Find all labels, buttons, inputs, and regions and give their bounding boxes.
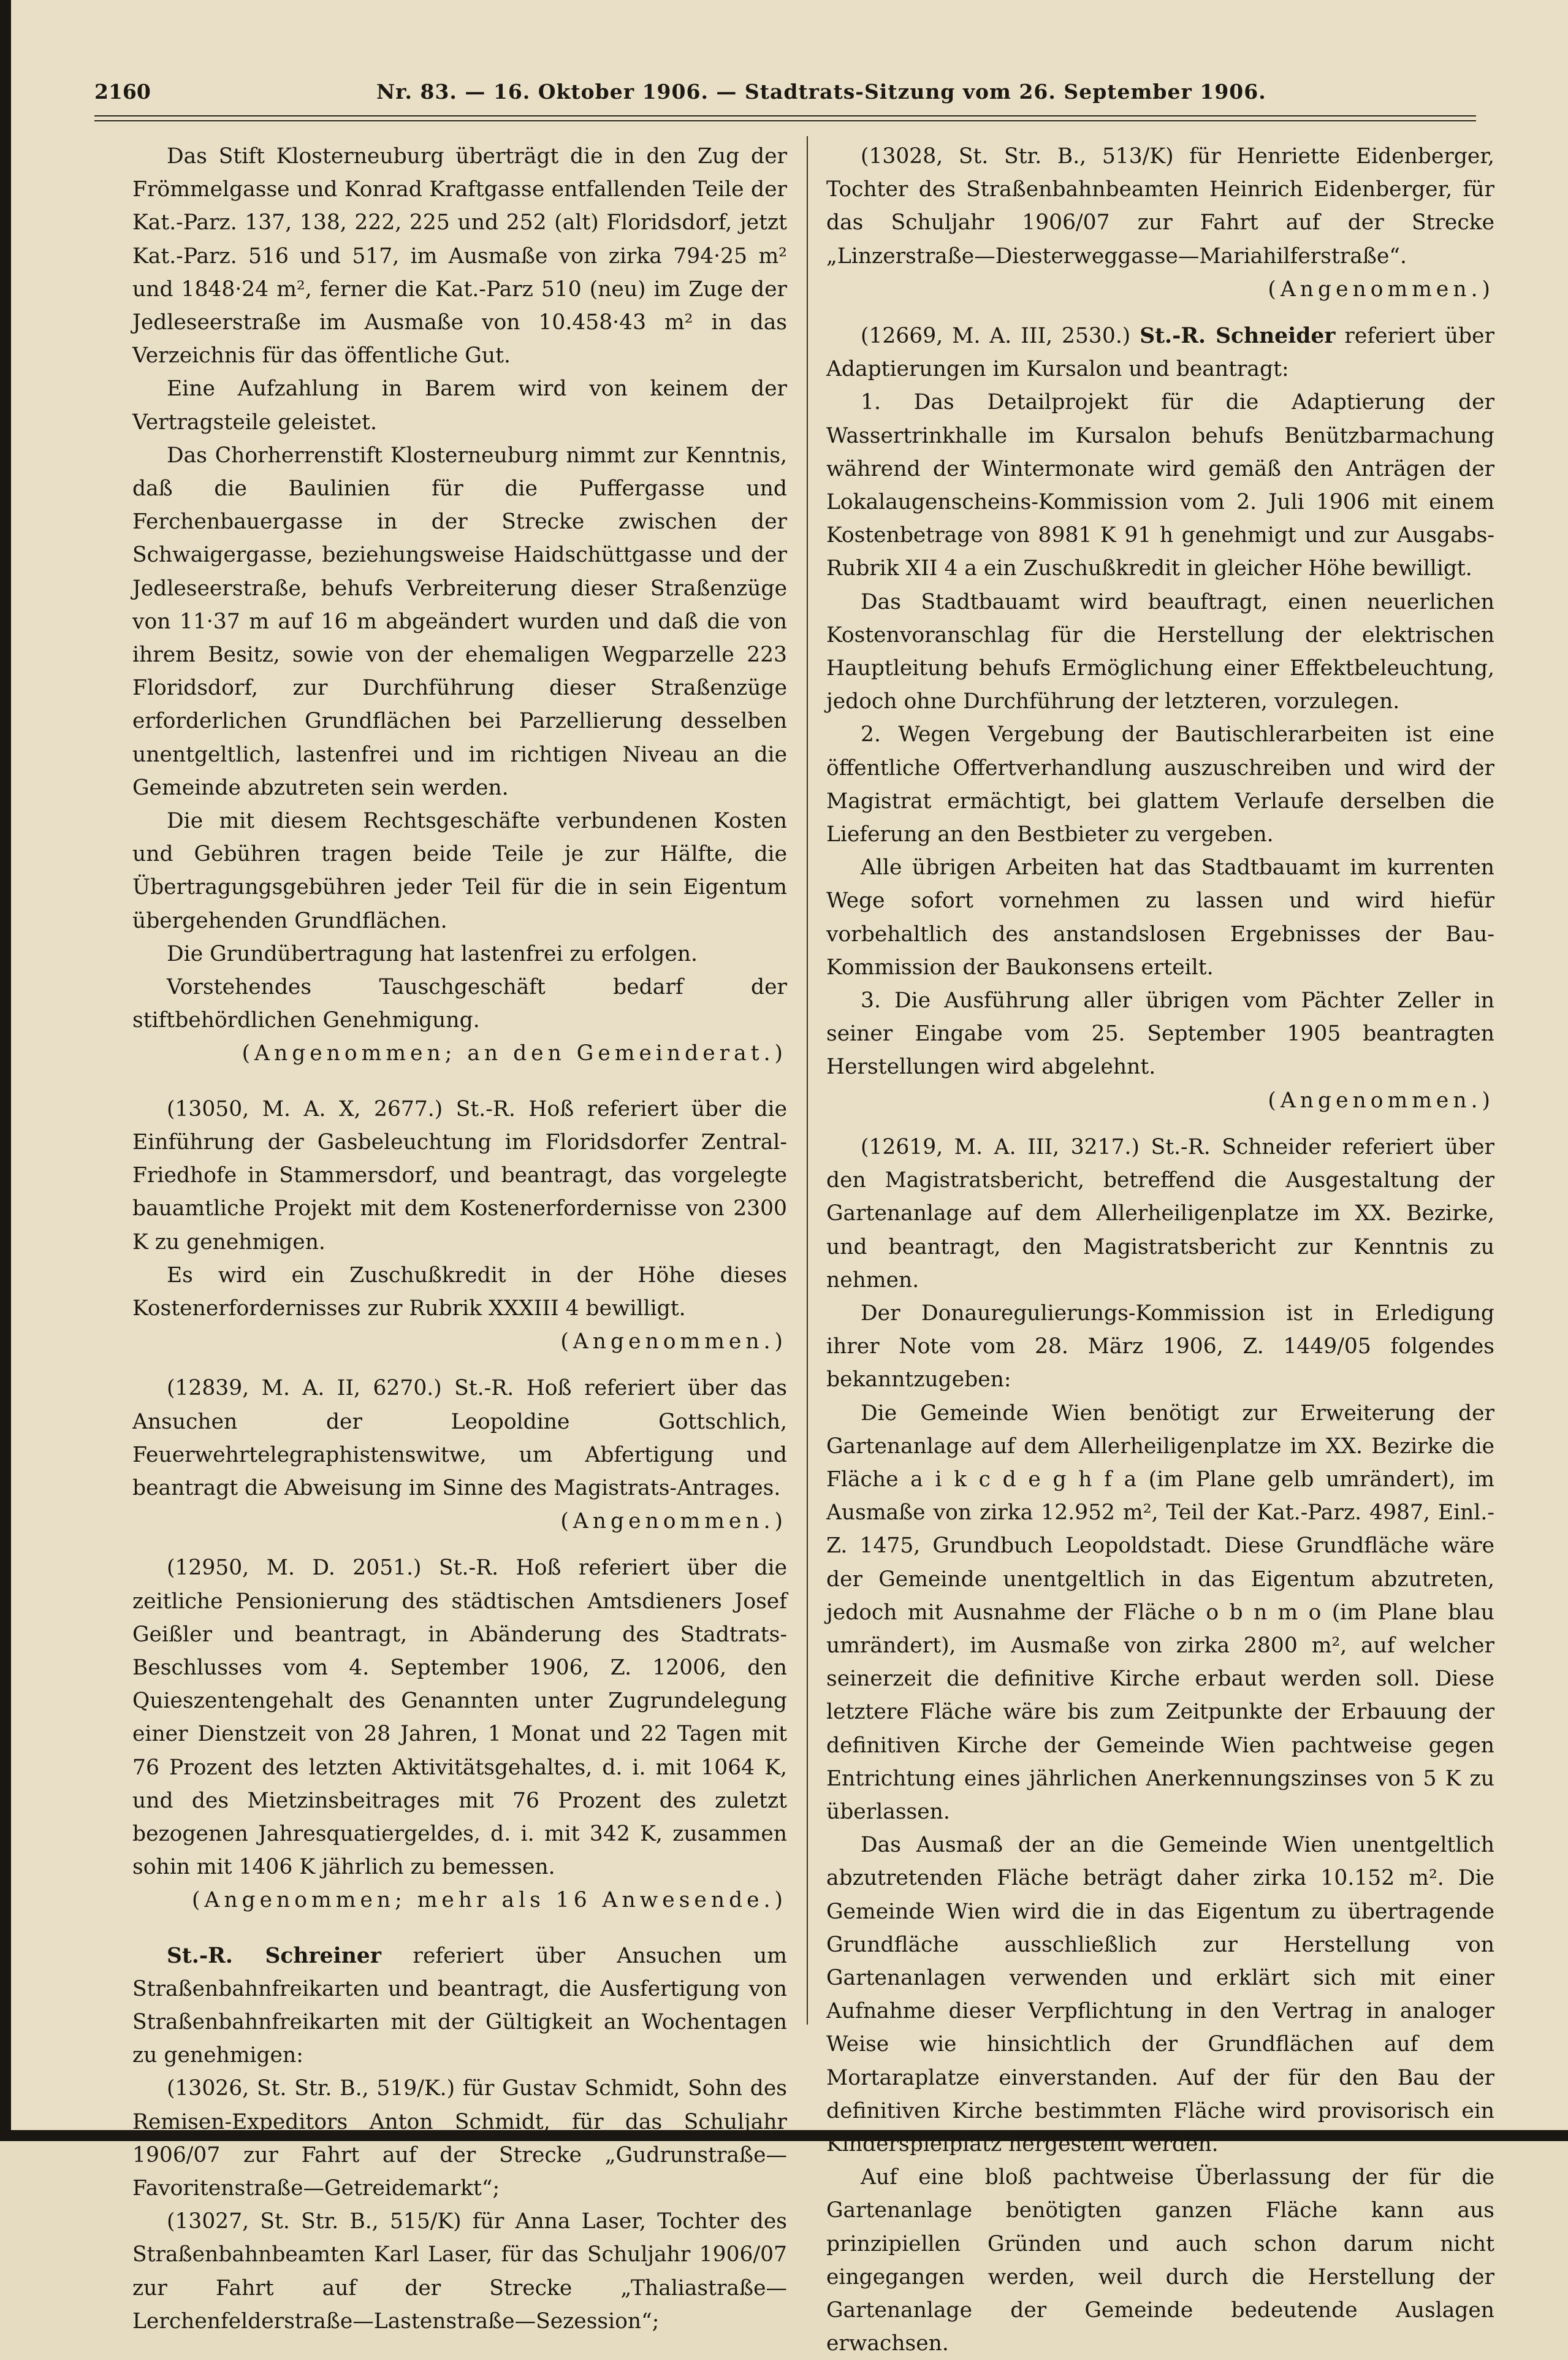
page-number: 2160 [94,80,151,104]
paragraph: Die Grundübertragung hat lastenfrei zu erfolgen. [167,941,698,966]
verdict: (Angenommen.) [560,1509,787,1534]
verdict: (Angenommen.) [1268,1088,1494,1113]
paragraph: Die mit diesem Rechtsgeschäfte verbundenen Kosten und Gebühren tragen beide Teile je zur Hälfte, die Übertragungsgebühren jeder Teil für die in sein Eigentum übergehenden Grundflächen. [132,809,787,933]
paragraph [132,1939,787,2072]
paragraph: (12619, M. A. III, 3217.) St.-R. Schneider referiert über den Magistratsbericht, betreffend die Ausgestaltung der Gartenanlage auf dem Allerheiligenplatze im XX. Bezirke, und beantragt, den Magistratsbericht zur Kenntnis zu nehmen. [826,1134,1494,1293]
left-column [132,140,787,2338]
paragraph: Das Ausmaß der an die Gemeinde Wien unentgeltlich abzutretenden Fläche beträgt daher zirka 10.152 m². Die Gemeinde Wien wird die in das Eigentum zu übertragende Grundfläche ausschließlich zur Herstellung von Gartenanlagen verwenden und erklärt sich mit einer Aufnahme dieser Verpflichtung in den Vertrag in analoger Weise wie hinsichtlich der Grundflächen auf dem Mortaraplatze einverstanden. Auf der für den Bau der definitiven Kirche bestimmten Fläche wird provisorisch ein Kinderspielplatz hergestellt werden. [826,1833,1494,2156]
paragraph: (12839, M. A. II, 6270.) St.-R. Hoß referiert über das Ansuchen der Leopoldine Gottschlich, Feuerwehrtelegraphistenswitwe, um Abfertigung und beantragt die Abweisung im Sinne des Magistrats-Antrages. [132,1376,787,1500]
header-rule [94,115,1476,121]
running-title: Nr. 83. — 16. Oktober 1906. — Stadtrats-Sitzung vom 26. September 1906. [376,80,1266,104]
paragraph: Die Gemeinde Wien benötigt zur Erweiterung der Gartenanlage auf dem Allerheiligenplatze im XX. Bezirke die Fläche a i k c d e g h f a (im Plane gelb umrändert), im Ausmaße von zirka 12.952 m², Teil der Kat.-Parz. 4987, Einl.-Z. 1475, Grundbuch Leopoldstadt. Diese Grundfläche wäre der Gemeinde unentgeltlich in das Eigentum abzutreten, jedoch mit Ausnahme der Fläche o b n m o (im Plane blau umrändert), im Ausmaße von zirka 2800 m², auf welcher seinerzeit die definitive Kirche erbaut werden soll. Diese letztere Fläche wäre bis zum Zeitpunkte der Erbauung der definitiven Kirche der Gemeinde Wien pachtweise gegen Entrichtung eines jährlichen Anerkennungszinses von 5 K zu überlassen. [826,1400,1494,1824]
verdict: (Angenommen.) [1268,277,1494,302]
paragraph: Auf eine bloß pachtweise Überlassung der für die Gartenanlage benötigten ganzen Fläche kann aus prinzipiellen Gründen und auch schon darum nicht eingegangen werden, weil durch die Herstellung der Gartenanlage der Gemeinde bedeutende Auslagen erwachsen. [826,2165,1494,2356]
reference: (12669, M. A. III, 2530.) [861,324,1140,349]
paragraph: 2. Wegen Vergebung der Bautischlerarbeiten ist eine öffentliche Offertverhandlung auszuschreiben und wird der Magistrat ermächtigt, bei glattem Verlaufe derselben die Lieferung an den Bestbieter zu vergeben. [826,722,1494,847]
page-header [83,77,1493,108]
paragraph: Das Stadtbauamt wird beauftragt, einen neuerlichen Kostenvoranschlag für die Herstellung der elektrischen Hauptleitung behufs Ermöglichung einer Effektbeleuchtung, jedoch ohne Durchführung der letzteren, vorzulegen. [826,589,1494,714]
verdict: (Angenommen.) [560,1329,787,1354]
speaker-name: St.-R. Schreiner [167,1943,381,1968]
paragraph: Alle übrigen Arbeiten hat das Stadtbauamt im kurrenten Wege sofort vornehmen zu lassen und wird hiefür vorbehaltlich des anstandslosen Ergebnisses der Bau-Kommission der Baukonsens erteilt. [826,855,1494,980]
speaker-name: St.-R. Schneider [1140,324,1336,349]
right-column [826,140,1494,2360]
paragraph: (13028, St. Str. B., 513/K) für Henriette Eidenberger, Tochter des Straßenbahnbeamten Heinrich Eidenberger, für das Schuljahr 1906/07 zur Fahrt auf der Strecke „Linzerstraße—Diesterweggasse—Mariahilferstraße“. [826,144,1494,269]
paragraph: Vorstehendes Tauschgeschäft bedarf der stiftbehördlichen Genehmigung. [132,975,787,1033]
paragraph: (13026, St. Str. B., 519/K.) für Gustav Schmidt, Sohn des Remisen-Expeditors Anton Schmidt, für das Schuljahr 1906/07 zur Fahrt auf der Strecke „Gudrunstraße—Favoritenstraße—Getreidemarkt“; [132,2076,787,2201]
paragraph: Das Chorherrenstift Klosterneuburg nimmt zur Kenntnis, daß die Baulinien für die Puffergasse und Ferchenbauergasse in der Strecke zwischen der Schwaigergasse, beziehungsweise Haidschüttgasse und der Jedleseerstraße, behufs Verbreiterung dieser Straßenzüge von 11·37 m auf 16 m abgeändert wurden und daß die von ihrem Besitz, sowie von der ehemaligen Wegparzelle 223 Floridsdorf, zur Durchführung dieser Straßenzüge erforderlichen Grundflächen bei Parzellierung desselben unentgeltlich, lastenfrei und im richtigen Niveau an die Gemeinde abzutreten sein werden. [132,443,787,800]
paragraph: Eine Aufzahlung in Barem wird von keinem der Vertragsteile geleistet. [132,376,787,435]
paragraph: 3. Die Ausführung aller übrigen vom Pächter Zeller in seiner Eingabe vom 25. September 1905 beantragten Herstellungen wird abgelehnt. [826,988,1494,1080]
column-divider [807,136,808,2025]
paragraph: (13027, St. Str. B., 515/K) für Anna Laser, Tochter des Straßenbahnbeamten Karl Laser, für das Schuljahr 1906/07 zur Fahrt auf der Strecke „Thaliastraße—Lerchenfelderstraße—Lastenstraße—Sezession“; [132,2209,787,2334]
paragraph: (13050, M. A. X, 2677.) St.-R. Hoß referiert über die Einführung der Gasbeleuchtung im Floridsdorfer Zentral-Friedhofe in Stammersdorf, und beantragt, das vorgelegte bauamtliche Projekt mit dem Kostenerfordernisse von 2300 K zu genehmigen. [132,1096,787,1254]
paragraph: Das Stift Klosterneuburg überträgt die in den Zug der Frömmelgasse und Konrad Kraftgasse entfallenden Teile der Kat.-Parz. 137, 138, 222, 225 und 252 (alt) Floridsdorf, jetzt Kat.-Parz. 516 und 517, im Ausmaße von zirka 794·25 m² und 1848·24 m², ferner die Kat.-Parz 510 (neu) im Zuge der Jedleseerstraße im Ausmaße von 10.458·43 m² in das Verzeichnis für das öffentliche Gut. [132,144,787,369]
paragraph-text: referiert über Ansuchen um Straßenbahnfreikarten und beantragt, die Ausfertigung von Straßenbahnfreikarten mit der Gültigkeit an Wochentagen zu genehmigen: [132,1943,787,2068]
paragraph: 1. Das Detailprojekt für die Adaptierung der Wassertrinkhalle im Kursalon behufs Benützbarmachung während der Wintermonate wird gemäß den Anträgen der Lokalaugenscheins-Kommission vom 2. Juli 1906 mit einem Kostenbetrage von 8981 K 91 h genehmigt und zur Ausgabs-Rubrik XII 4 a ein Zuschußkredit in gleicher Höhe bewilligt. [826,390,1494,581]
verdict: (Angenommen; mehr als 16 Anwesende.) [191,1888,787,1913]
verdict: (Angenommen; an den Gemeinderat.) [242,1041,787,1066]
paragraph [826,319,1494,386]
paragraph: Der Donauregulierungs-Kommission ist in Erledigung ihrer Note vom 28. März 1906, Z. 1449/05 folgendes bekanntzugeben: [826,1300,1494,1392]
paragraph: Es wird ein Zuschußkredit in der Höhe dieses Kostenerfordernisses zur Rubrik XXXIII 4 bewilligt. [132,1262,787,1321]
paragraph: (12950, M. D. 2051.) St.-R. Hoß referiert über die zeitliche Pensionierung des städtischen Amtsdieners Josef Geißler und beantragt, in Abänderung des Stadtrats-Beschlusses vom 4. September 1906, Z. 12006, den Quieszentengehalt des Genannten unter Zugrundelegung einer Dienstzeit von 28 Jahren, 1 Monat und 22 Tagen mit 76 Prozent des letzten Aktivitätsgehaltes, d. i. mit 1064 K, und des Mietzinsbeitrages mit 76 Prozent des zuletzt bezogenen Jahresquatiergeldes, d. i. mit 342 K, zusammen sohin mit 1406 K jährlich zu bemessen. [132,1556,787,1880]
paragraph-text: referiert über Adaptierungen im Kursalon und beantragt: [826,324,1494,382]
